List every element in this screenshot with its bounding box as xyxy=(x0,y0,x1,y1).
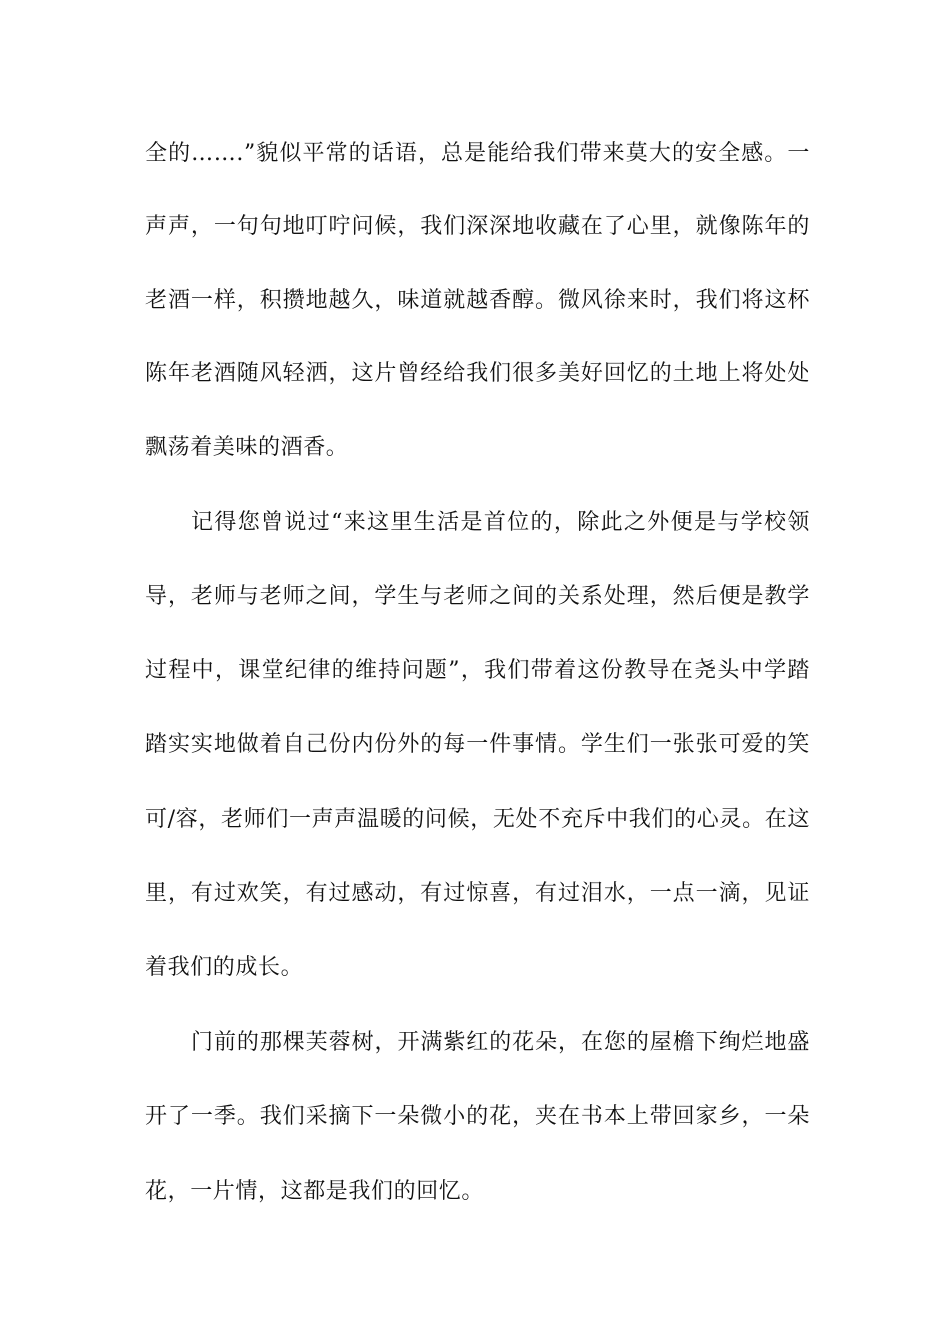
text-line: 老酒一样，积攒地越久，味道就越香醇。微风徐来时，我们将这杯 xyxy=(145,288,810,313)
text-line: 导，老师与老师之间，学生与老师之间的关系处理，然后便是教学 xyxy=(145,584,810,609)
text-line: 开了一季。我们采摘下一朵微小的花，夹在书本上带回家乡，一朵 xyxy=(145,1104,810,1129)
text-line: 着我们的成长。 xyxy=(145,955,304,980)
text-line: 全的…….”貌似平常的话语，总是能给我们带来莫大的安全感。一 xyxy=(145,141,810,166)
text-line: 过程中，课堂纪律的维持问题”，我们带着这份教导在尧头中学踏 xyxy=(145,658,810,683)
text-line: 花，一片情，这都是我们的回忆。 xyxy=(145,1179,485,1204)
text-line: 可/容，老师们一声声温暖的问候，无处不充斥中我们的心灵。在这 xyxy=(145,807,810,832)
text-line: 记得您曾说过“来这里生活是首位的，除此之外便是与学校领 xyxy=(191,510,810,535)
text-line: 飘荡着美味的酒香。 xyxy=(145,435,349,460)
text-line: 里，有过欢笑，有过感动，有过惊喜，有过泪水，一点一滴，见证 xyxy=(145,881,810,906)
text-line: 踏实实地做着自己份内份外的每一件事情。学生们一张张可爱的笑 xyxy=(145,732,810,757)
text-line: 门前的那棵芙蓉树，开满紫红的花朵，在您的屋檐下绚烂地盛 xyxy=(191,1030,810,1055)
text-line: 声声，一句句地叮咛问候，我们深深地收藏在了心里，就像陈年的 xyxy=(145,214,810,239)
text-line: 陈年老酒随风轻洒，这片曾经给我们很多美好回忆的土地上将处处 xyxy=(145,361,810,386)
